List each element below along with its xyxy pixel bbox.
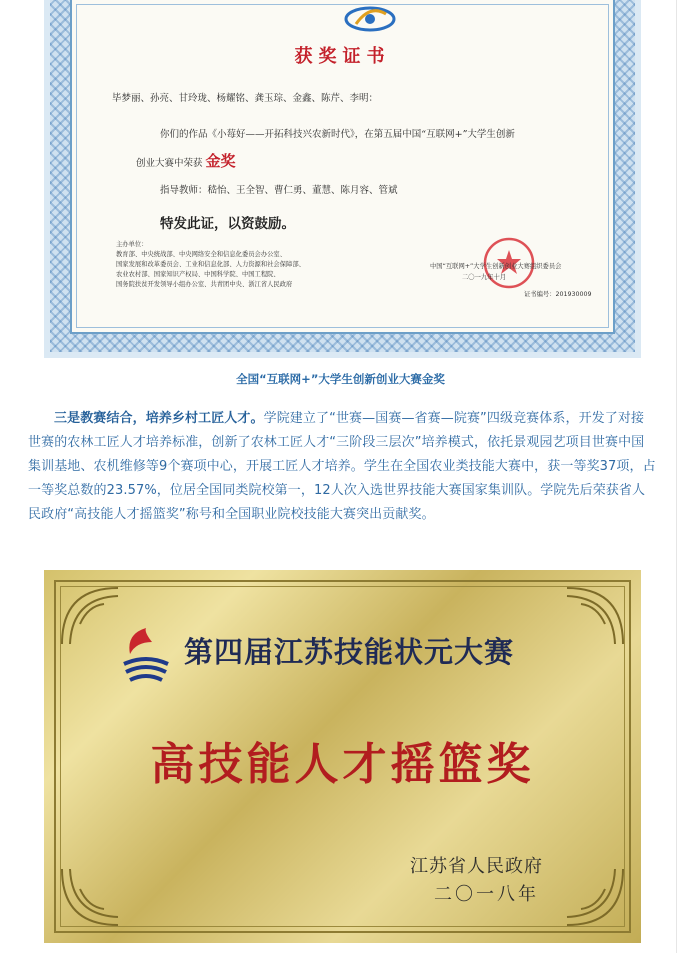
article-paragraph	[28, 407, 656, 527]
certificate-advisors: 指导教师：嵇怡、王全智、曹仁勇、董慧、陈月容、管斌	[160, 185, 398, 196]
plaque-award: 高技能人才摇篮奖	[150, 739, 535, 790]
certificate-caption: 全国“互联网+”大学生创新创业大赛金奖	[236, 372, 445, 386]
certificate-body-line1: 你们的作品《小莓好——开拓科技兴农新时代》，在第五届中国“互联网+”大学生创新	[160, 129, 515, 140]
certificate-closing: 特发此证，以资鼓励。	[160, 216, 295, 232]
certificate-title: 获奖证书	[294, 46, 391, 67]
corner-ornament-icon	[557, 584, 627, 654]
plaque-issuer: 江苏省人民政府	[410, 856, 543, 877]
certificate-award: 金奖	[205, 152, 236, 170]
plaque-title: 第四届江苏技能状元大赛	[184, 635, 515, 669]
certificate-paper	[70, 0, 615, 334]
certificate-organizer-line: 教育部、中央统战部、中央网络安全和信息化委员会办公室、	[116, 251, 287, 258]
corner-ornament-icon	[58, 859, 128, 929]
certificate-body-prefix: 创业大赛中荣获	[136, 158, 203, 169]
certificate-organizer-line: 国务院扶贫开发领导小组办公室、共青团中央、浙江省人民政府	[116, 281, 293, 288]
certificate-organizers-label: 主办单位：	[116, 241, 148, 248]
paragraph-text: 学院建立了“世赛—国赛—省赛—院赛”四级竞赛体系，开发了对接世赛的农林工匠人才培养标准，创新了农林工匠人才“三阶段三层次”培养模式，依托景观园艺项目世赛中国集训基地、农机维修等9个赛项中心，开展工匠人才培养。学生在全国农业类技能大赛中，获一等奖37项，占一等奖总数的23.57%，位居全国同类院校第一，12人次入选世界技能大赛国家集训队。学院先后荣获省人民政府“高技能人才摇篮奖”称号和全国职业院校技能大赛突出贡献奖。	[28, 411, 656, 522]
certificate-date: 二〇一九年十月	[462, 274, 507, 281]
certificate-number: 证书编号：201930009	[524, 291, 592, 298]
certificate-body-line2	[136, 150, 236, 171]
certificate-organizer-line: 国家发展和改革委员会、工业和信息化部、人力资源和社会保障部、	[116, 261, 305, 268]
certificate-organizer-line: 农业农村部、国家知识产权局、中国科学院、中国工程院、	[116, 271, 280, 278]
award-plaque-image	[44, 570, 641, 943]
certificate-recipients: 毕梦丽、孙亮、甘玲珑、杨耀铭、龚玉琮、金鑫、陈芹、李明：	[112, 93, 379, 104]
certificate-committee: 中国“互联网+”大学生创新创业大赛组织委员会	[430, 263, 562, 270]
skills-contest-logo-icon	[118, 624, 174, 690]
paragraph-lead: 三是教赛结合，培养乡村工匠人才。	[54, 411, 264, 426]
certificate-image	[44, 0, 641, 358]
plaque-date: 二〇一八年	[434, 884, 539, 905]
contest-logo-icon	[342, 2, 398, 36]
corner-ornament-icon	[557, 859, 627, 929]
right-edge-line	[676, 0, 677, 953]
